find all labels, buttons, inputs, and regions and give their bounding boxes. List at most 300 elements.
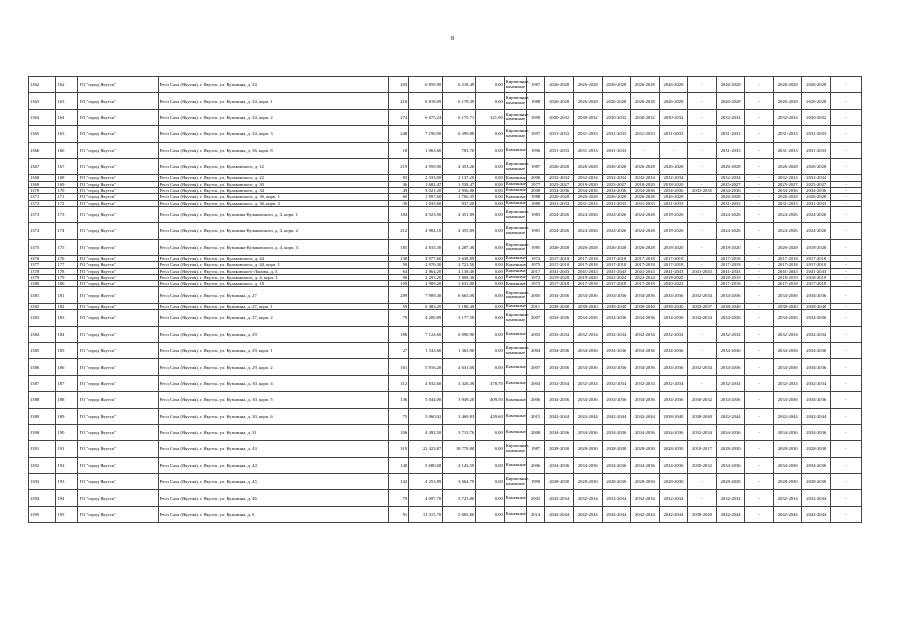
cell-period: 2034-2036 <box>716 342 745 358</box>
cell-s3: 0,00 <box>476 474 505 490</box>
cell-owner: ГО "город Якутск" <box>78 274 158 280</box>
cell-apts: 184 <box>389 206 409 222</box>
cell-apts: 90 <box>389 274 409 280</box>
cell-s3: 0,00 <box>476 126 505 142</box>
cell-s2: 3 664,79 <box>443 474 476 490</box>
cell-period: - <box>745 424 774 440</box>
cell-period: 2041-2043 <box>545 268 574 274</box>
cell-n: 1379 <box>29 274 56 280</box>
cell-yr: 2003 <box>526 490 545 506</box>
cell-period: - <box>745 281 774 287</box>
cell-period: 2026-2028 <box>631 158 660 174</box>
cell-mat: Каменные <box>505 180 526 186</box>
cell-n: 1372 <box>29 200 56 206</box>
cell-mat: Каменные <box>504 408 526 424</box>
cell-s2: 5 665,80 <box>443 506 476 522</box>
cell-period: 2026-2028 <box>773 77 802 93</box>
cell-n: 1385 <box>29 342 56 358</box>
cell-period: 2033-2035 <box>688 187 717 193</box>
table-row <box>29 326 862 342</box>
cell-period: 2024-2026 <box>716 223 745 239</box>
cell-addr: Респ Саха (Якутия), г. Якутск, ул. Кулаковского-Лонова, д. 5 <box>158 268 389 274</box>
cell-period: 2026-2028 <box>802 77 831 93</box>
cell-addr: Респ Саха (Якутия), г. Якутск, ул. Кузьмина, д. 44 <box>158 457 389 473</box>
cell-s2: 6 090,90 <box>443 326 476 342</box>
cell-period: 2034-2036 <box>773 424 802 440</box>
cell-period: 2034-2036 <box>802 359 831 375</box>
cell-yr: 2015 <box>526 408 545 424</box>
cell-n: 1384 <box>29 326 56 342</box>
table-row <box>29 424 862 440</box>
cell-owner: ГО "город Якутск" <box>78 158 158 174</box>
cell-period: 2018-2019 <box>773 274 802 280</box>
cell-period: 2034-2036 <box>773 392 802 408</box>
cell-owner: ГО "город Якутск" <box>78 93 158 109</box>
cell-period: 2032-2034 <box>688 359 717 375</box>
cell-period: - <box>831 93 862 109</box>
cell-period: - <box>745 200 774 206</box>
cell-addr: Респ Саха (Якутия), г. Якутск, ул. Кузьмина, д. 34 <box>158 77 389 93</box>
cell-k: 191 <box>56 441 78 457</box>
cell-owner: ГО "город Якутск" <box>78 359 158 375</box>
cell-s1: 13 315,70 <box>409 506 443 522</box>
cell-n: 1380 <box>29 281 56 287</box>
cell-s3: 0,00 <box>476 175 505 181</box>
cell-s1: 5 916,20 <box>409 359 443 375</box>
cell-s1: 4 209,89 <box>409 310 443 326</box>
cell-period: 2034-2036 <box>631 342 660 358</box>
cell-period: - <box>745 239 774 255</box>
cell-period: - <box>831 77 862 93</box>
cell-period: 2034-2036 <box>602 424 631 440</box>
cell-k: 181 <box>56 287 78 303</box>
table-row <box>29 490 862 506</box>
cell-period: 2017-2018 <box>573 262 602 268</box>
cell-period: 2032-2034 <box>631 490 660 506</box>
cell-owner: ГО "город Якутск" <box>78 142 158 158</box>
cell-s2: 3 723,80 <box>443 490 476 506</box>
cell-period: 2024-2026 <box>773 223 802 239</box>
cell-period: 2031-2033 <box>659 200 688 206</box>
cell-n: 1383 <box>29 310 56 326</box>
cell-period: - <box>688 262 717 268</box>
cell-mat: Кирпичные, каменные <box>504 310 526 326</box>
cell-s2: 4 353,26 <box>443 158 476 174</box>
cell-s3: 0,00 <box>476 326 505 342</box>
cell-s3: 0,00 <box>476 506 505 522</box>
cell-addr: Респ Саха (Якутия), г. Якутск, ул. Кузьмина-Кулаковского, д. 4, корп. 1 <box>158 206 389 222</box>
cell-period: 2038-2040 <box>688 506 717 522</box>
cell-period: 2034-2036 <box>602 392 631 408</box>
cell-period: 2041-2043 <box>602 268 631 274</box>
cell-period: 2024-2026 <box>573 206 602 222</box>
cell-s3: 0,00 <box>476 223 505 239</box>
cell-period: 2041-2043 <box>802 268 831 274</box>
cell-period: 2031-2033 <box>573 200 602 206</box>
cell-s2: 18 779,80 <box>443 441 476 457</box>
cell-mat: Каменные <box>505 193 526 199</box>
cell-period: 2034-2036 <box>602 287 631 303</box>
cell-period: - <box>831 256 862 262</box>
cell-period: 2024-2026 <box>631 206 660 222</box>
cell-period: 2032-2034 <box>773 326 802 342</box>
cell-apts: 50 <box>389 262 409 268</box>
cell-addr: Респ Саха (Якутия), г. Якутск, ул. Кузьмина-Кулаковского, д. 4, корп. 2 <box>158 223 389 239</box>
cell-owner: ГО "город Якутск" <box>78 375 158 391</box>
cell-n: 1365 <box>29 126 56 142</box>
cell-owner: ГО "город Якутск" <box>78 490 158 506</box>
table-row <box>29 506 862 522</box>
cell-mat: Каменные <box>505 174 526 180</box>
table-row <box>29 441 862 457</box>
cell-period: - <box>745 223 774 239</box>
cell-yr: 2007 <box>526 310 545 326</box>
cell-period: 2026-2028 <box>545 158 574 174</box>
cell-owner: ГО "город Якутск" <box>78 181 158 187</box>
cell-owner: ГО "город Якутск" <box>78 262 158 268</box>
cell-s3: 0,00 <box>476 77 505 93</box>
cell-s3: 0,00 <box>476 181 505 187</box>
cell-period: 2026-2028 <box>773 194 802 200</box>
cell-period: 2034-2036 <box>773 287 802 303</box>
cell-period: 2030-2032 <box>573 109 602 125</box>
cell-mat: Каменные <box>505 267 526 273</box>
cell-period: 2017-2018 <box>602 262 631 268</box>
cell-period: 2035-2037 <box>688 303 717 309</box>
cell-period: 2017-2018 <box>602 281 631 287</box>
cell-k: 175 <box>56 239 78 255</box>
cell-owner: ГО "город Якутск" <box>78 441 158 457</box>
cell-addr: Респ Саха (Якутия), г. Якутск, ул. Кулаковского, д. 34 <box>158 187 389 193</box>
cell-apts: 18 <box>389 142 409 158</box>
cell-s2: 3 638,89 <box>443 256 476 262</box>
cell-period: - <box>831 206 862 222</box>
cell-period: 2032-2034 <box>545 175 574 181</box>
cell-period: 2032-2034 <box>688 287 717 303</box>
cell-period: - <box>831 109 862 125</box>
cell-period: 2017-2018 <box>545 262 574 268</box>
cell-period: 2034-2036 <box>545 287 574 303</box>
cell-period: 2026-2028 <box>716 158 745 174</box>
cell-period: 2032-2034 <box>716 490 745 506</box>
cell-period: 2024-2026 <box>802 223 831 239</box>
cell-s2: 1 766,35 <box>443 194 476 200</box>
cell-apts: 203 <box>389 77 409 93</box>
cell-period: 2031-2033 <box>631 126 660 142</box>
cell-period: 2018-2020 <box>716 239 745 255</box>
cell-period: 2026-2028 <box>545 239 574 255</box>
cell-period: 2034-2036 <box>716 392 745 408</box>
cell-s2: 6 175,71 <box>443 109 476 125</box>
cell-period: 2032-2034 <box>573 326 602 342</box>
cell-period: 2042-2044 <box>659 506 688 522</box>
cell-k: 170 <box>56 187 78 193</box>
cell-apts: 212 <box>389 223 409 239</box>
cell-yr: 1988 <box>526 194 545 200</box>
cell-k: 189 <box>56 408 78 424</box>
cell-period: 2032-2034 <box>545 375 574 391</box>
table-row <box>29 223 862 239</box>
cell-period: 2017-2018 <box>773 281 802 287</box>
cell-s2: 3 469,83 <box>443 408 476 424</box>
cell-period: 2019-2020 <box>573 181 602 187</box>
cell-period: 2032-2034 <box>688 310 717 326</box>
cell-s3: 0,00 <box>476 457 505 473</box>
cell-addr: Респ Саха (Якутия), г. Якутск, ул. Кузьмина, д. 34, корп. 3 <box>158 126 389 142</box>
cell-period: 2038-2040 <box>659 303 688 309</box>
cell-period: 2026-2028 <box>773 239 802 255</box>
cell-period: 2030-2032 <box>545 109 574 125</box>
cell-period: 2025-2027 <box>602 181 631 187</box>
cell-period: 2032-2034 <box>545 490 574 506</box>
cell-period: - <box>745 408 774 424</box>
cell-n: 1370 <box>29 187 56 193</box>
cell-s3: 439,60 <box>476 408 505 424</box>
cell-yr: 1987 <box>526 77 545 93</box>
cell-apts: 186 <box>389 326 409 342</box>
cell-period: 2042-2044 <box>716 408 745 424</box>
cell-mat: Кирпичные, каменные <box>504 239 526 255</box>
cell-yr: 1987 <box>526 441 545 457</box>
cell-period: - <box>831 342 862 358</box>
cell-apts: 138 <box>389 256 409 262</box>
cell-s1: 4 492,50 <box>409 424 443 440</box>
cell-period: 2017-2018 <box>573 256 602 262</box>
cell-period: - <box>688 158 717 174</box>
cell-period: 2026-2028 <box>773 158 802 174</box>
cell-n: 1387 <box>29 375 56 391</box>
cell-period: 2034-2036 <box>545 392 574 408</box>
cell-period: 2026-2028 <box>545 194 574 200</box>
cell-period: 2032-2034 <box>545 326 574 342</box>
cell-period: 2026-2028 <box>802 158 831 174</box>
cell-period: 2032-2034 <box>802 175 831 181</box>
cell-apts: 112 <box>389 375 409 391</box>
table-row <box>29 457 862 473</box>
cell-period: 2034-2036 <box>802 310 831 326</box>
cell-k: 171 <box>56 194 78 200</box>
cell-period: - <box>745 206 774 222</box>
cell-period: - <box>745 359 774 375</box>
cell-period: 2017-2018 <box>802 262 831 268</box>
cell-period: 2034-2036 <box>659 342 688 358</box>
cell-period: - <box>831 281 862 287</box>
cell-period: 2026-2028 <box>802 194 831 200</box>
cell-owner: ГО "город Якутск" <box>78 109 158 125</box>
cell-period: 2034-2036 <box>659 310 688 326</box>
cell-k: 168 <box>56 175 78 181</box>
cell-period: 2038-2040 <box>802 303 831 309</box>
cell-period: 2034-2036 <box>659 287 688 303</box>
cell-period: 2031-2033 <box>573 126 602 142</box>
cell-period: 2034-2036 <box>573 359 602 375</box>
cell-period: - <box>831 187 862 193</box>
table-row <box>29 287 862 303</box>
cell-period: 2034-2036 <box>631 392 660 408</box>
cell-s3: 321,90 <box>476 109 505 125</box>
table-row <box>29 342 862 358</box>
cell-yr: 2017 <box>526 268 545 274</box>
cell-owner: ГО "город Якутск" <box>78 408 158 424</box>
cell-period: - <box>831 158 862 174</box>
cell-period: 2034-2036 <box>773 457 802 473</box>
cell-period: - <box>688 109 717 125</box>
cell-period: - <box>688 200 717 206</box>
cell-period: 2024-2026 <box>773 206 802 222</box>
cell-s1: 1 543,60 <box>409 342 443 358</box>
cell-owner: ГО "город Якутск" <box>78 223 158 239</box>
cell-s1: 4 833,30 <box>409 239 443 255</box>
cell-period: 2034-2036 <box>802 287 831 303</box>
cell-period: 2017-2018 <box>545 256 574 262</box>
cell-yr: 2011 <box>526 303 545 309</box>
cell-period: - <box>745 142 774 158</box>
table-row <box>29 359 862 375</box>
cell-mat: Каменные <box>505 255 526 261</box>
cell-owner: ГО "город Якутск" <box>78 474 158 490</box>
cell-addr: Респ Саха (Якутия), г. Якутск, ул. Кулаковского, д. 30 <box>158 181 389 187</box>
cell-mat: Кирпичные, каменные <box>504 287 526 303</box>
cell-period: 2026-2028 <box>545 77 574 93</box>
cell-k: 176 <box>56 256 78 262</box>
table-row <box>29 158 862 174</box>
cell-period: 2032-2034 <box>802 326 831 342</box>
cell-period: 2032-2034 <box>659 375 688 391</box>
table-row <box>29 77 862 93</box>
cell-s1: 5 060,02 <box>409 408 443 424</box>
cell-mat: Кирпичные, каменные <box>504 126 526 142</box>
cell-addr: Респ Саха (Якутия), г. Якутск, ул. Кузьмина, д. 45 <box>158 474 389 490</box>
cell-addr: Респ Саха (Якутия), г. Якутск, ул. Кузьмина, д. 6 <box>158 506 389 522</box>
cell-n: 1386 <box>29 359 56 375</box>
cell-s3: 0,00 <box>476 281 505 287</box>
cell-k: 163 <box>56 93 78 109</box>
cell-mat: Каменные <box>504 424 526 440</box>
cell-addr: Респ Саха (Якутия), г. Якутск, ул. Кузьмина, д. 43 <box>158 441 389 457</box>
cell-owner: ГО "город Якутск" <box>78 256 158 262</box>
cell-s1: 4 253,89 <box>409 474 443 490</box>
cell-k: 195 <box>56 506 78 522</box>
cell-s1: 2 864,20 <box>409 268 443 274</box>
cell-period: - <box>745 262 774 268</box>
cell-period: 2026-2028 <box>631 77 660 93</box>
cell-period: - <box>831 223 862 239</box>
table-row <box>29 408 862 424</box>
cell-period: 2038-2040 <box>545 303 574 309</box>
cell-period: 2026-2028 <box>631 93 660 109</box>
cell-s2: 2 956,80 <box>443 187 476 193</box>
cell-apts: 83 <box>389 175 409 181</box>
cell-period: 2024-2026 <box>545 223 574 239</box>
cell-apts: 219 <box>389 158 409 174</box>
cell-period: - <box>831 408 862 424</box>
cell-period: - <box>688 326 717 342</box>
cell-apts: 109 <box>389 281 409 287</box>
table-row <box>29 206 862 222</box>
cell-apts: 64 <box>389 268 409 274</box>
cell-period: 2034-2036 <box>631 359 660 375</box>
cell-period: - <box>831 181 862 187</box>
cell-period: - <box>688 223 717 239</box>
cell-yr: 1990 <box>526 109 545 125</box>
cell-period: 2034-2036 <box>573 392 602 408</box>
cell-period: - <box>688 474 717 490</box>
cell-period: 2034-2036 <box>545 457 574 473</box>
cell-period: 2034-2036 <box>602 342 631 358</box>
cell-n: 1390 <box>29 424 56 440</box>
cell-s1: 7 190,90 <box>409 126 443 142</box>
cell-k: 190 <box>56 424 78 440</box>
cell-s2: 783,70 <box>443 142 476 158</box>
cell-mat: Кирпичные, каменные <box>504 109 526 125</box>
cell-period: 2034-2036 <box>659 359 688 375</box>
cell-n: 1376 <box>29 256 56 262</box>
cell-period: 2030-2032 <box>631 109 660 125</box>
cell-addr: Респ Саха (Якутия), г. Якутск, ул. Кулаковского, д. 36, корп. 2 <box>158 200 389 206</box>
cell-yr: 1972 <box>526 274 545 280</box>
cell-period: - <box>745 490 774 506</box>
cell-period: - <box>745 506 774 522</box>
cell-period: 2017-2018 <box>631 281 660 287</box>
cell-period: 2034-2036 <box>545 359 574 375</box>
cell-s2: 6 399,88 <box>443 126 476 142</box>
cell-period: - <box>688 490 717 506</box>
cell-period: 2032-2034 <box>573 375 602 391</box>
cell-mat: Каменные <box>504 142 526 158</box>
cell-period: 2034-2036 <box>602 457 631 473</box>
cell-period: 2038-2040 <box>659 408 688 424</box>
cell-period: - <box>831 303 862 309</box>
cell-period: - <box>688 342 717 358</box>
cell-period: 2026-2028 <box>773 93 802 109</box>
cell-owner: ГО "город Якутск" <box>78 392 158 408</box>
cell-period: - <box>745 256 774 262</box>
cell-period: - <box>745 158 774 174</box>
cell-period: 2018-2020 <box>659 206 688 222</box>
cell-period: - <box>745 457 774 473</box>
cell-period: 2034-2036 <box>631 187 660 193</box>
cell-period: 2032-2034 <box>631 175 660 181</box>
cell-period: - <box>688 142 717 158</box>
cell-period: 2028-2030 <box>659 441 688 457</box>
cell-period: 2017-2018 <box>773 262 802 268</box>
cell-addr: Респ Саха (Якутия), г. Якутск, ул. Кузьмина, д. 30, корп. 6 <box>158 408 389 424</box>
cell-yr: 1987 <box>526 158 545 174</box>
cell-period: 2030-2032 <box>602 109 631 125</box>
cell-s2: 6 218,49 <box>443 77 476 93</box>
cell-addr: Респ Саха (Якутия), г. Якутск, ул. Кузьмина, д. 29, корп. 2 <box>158 359 389 375</box>
cell-yr: 1981 <box>526 223 545 239</box>
cell-period: - <box>831 287 862 303</box>
cell-mat: Каменные <box>505 199 526 205</box>
cell-period: 2034-2036 <box>631 457 660 473</box>
cell-period: 2034-2036 <box>573 457 602 473</box>
cell-owner: ГО "город Якутск" <box>78 77 158 93</box>
cell-yr: 2004 <box>526 342 545 358</box>
cell-s1: 1 063,60 <box>409 142 443 158</box>
cell-period: 2028-2030 <box>545 441 574 457</box>
cell-period: - <box>831 310 862 326</box>
cell-s3: 0,00 <box>476 424 505 440</box>
cell-s1: 1 035,60 <box>409 200 443 206</box>
cell-period: 2032-2034 <box>602 375 631 391</box>
cell-s3: 0,00 <box>476 310 505 326</box>
cell-period: 2034-2036 <box>573 287 602 303</box>
cell-addr: Респ Саха (Якутия), г. Якутск, ул. Кузьмина, д. 36, корп. 8 <box>158 142 389 158</box>
cell-period: - <box>745 268 774 274</box>
cell-s1: 4 832,60 <box>409 375 443 391</box>
cell-period: - <box>745 375 774 391</box>
